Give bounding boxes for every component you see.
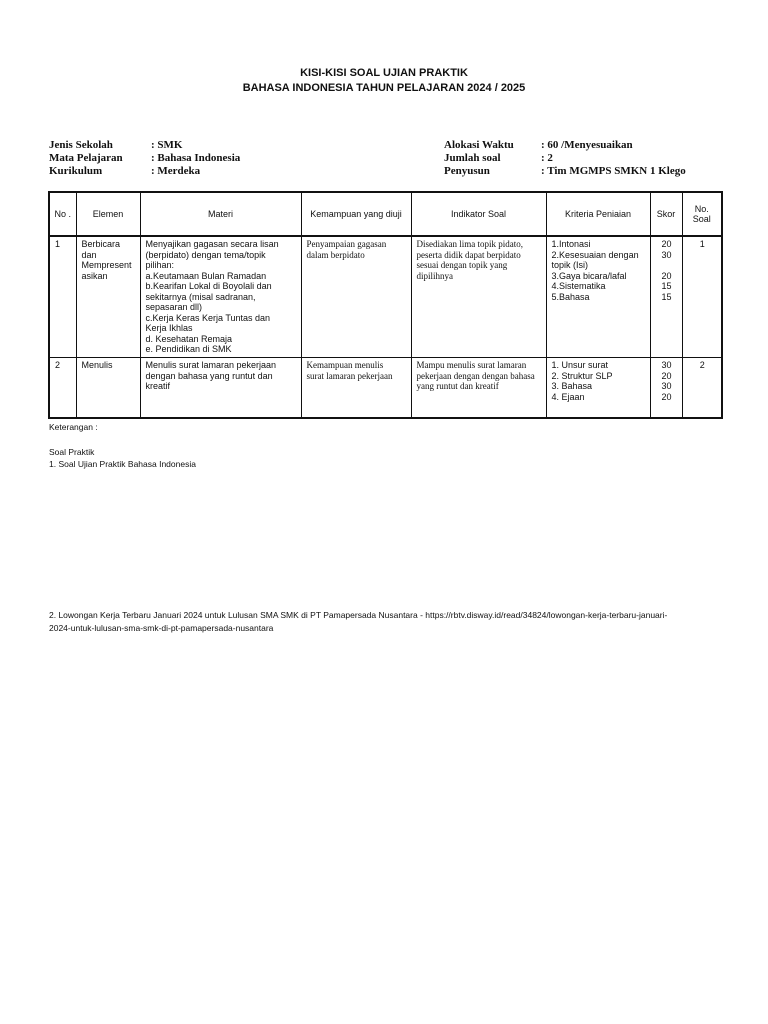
footer-reference <box>49 609 739 635</box>
indikator-line: Disediakan lima topik pidato, <box>416 239 523 249</box>
meta-label: Jenis Sekolah <box>49 139 113 151</box>
table-row <box>49 236 722 358</box>
indikator-line: Mampu menulis surat lamaran <box>416 360 527 370</box>
cell-no-soal: 2 <box>682 358 722 419</box>
skor-value: 20 <box>661 391 672 402</box>
meta-value: : SMK <box>151 139 183 151</box>
cell-no: 2 <box>49 358 76 419</box>
meta-right <box>444 139 686 178</box>
cell-materi <box>140 358 301 419</box>
kriteria-line: topik (Isi) <box>551 260 589 270</box>
meta-alokasi-waktu <box>444 139 686 152</box>
meta-label: Jumlah soal <box>444 152 501 164</box>
col-header-kriteria: Kriteria Peniaian <box>546 192 650 236</box>
kisi-kisi-table <box>48 191 723 419</box>
meta-value: : 60 /Menyesuaikan <box>541 139 633 151</box>
meta-jenis-sekolah <box>49 139 240 152</box>
materi-line: a.Keutamaan Bulan Ramadan <box>145 270 267 281</box>
kriteria-line: 2.Kesesuaian dengan <box>551 249 639 260</box>
indikator-line: sesuai dengan topik yang <box>416 260 508 270</box>
cell-kriteria <box>546 358 650 419</box>
col-header-indikator: Indikator Soal <box>411 192 546 236</box>
cell-materi <box>140 236 301 358</box>
cell-indikator <box>411 236 546 358</box>
materi-line: dengan bahasa yang runtut dan <box>145 370 273 381</box>
col-header-kemampuan: Kemampuan yang diuji <box>301 192 411 236</box>
skor-value: 15 <box>661 281 672 291</box>
skor-value: 15 <box>661 291 672 302</box>
kemampuan-line: Penyampaian gagasan <box>306 239 387 249</box>
meta-mata-pelajaran <box>49 152 240 165</box>
indikator-line: peserta didik dapat berpidato <box>416 249 521 260</box>
col-header-materi: Materi <box>140 192 301 236</box>
skor-value: 20 <box>661 239 672 249</box>
document-subtitle: BAHASA INDONESIA TAHUN PELAJARAN 2024 / 2025 <box>242 82 526 94</box>
materi-line: e. Pendidikan di SMK <box>145 344 232 354</box>
cell-kemampuan <box>301 358 411 419</box>
indikator-line: dipilihnya <box>416 270 453 281</box>
meta-left <box>49 139 240 178</box>
table-header-row <box>49 192 722 236</box>
meta-label: Mata Pelajaran <box>49 152 123 164</box>
materi-line: sepasaran dll) <box>145 302 203 312</box>
skor-value: 20 <box>661 270 672 281</box>
col-header-skor: Skor <box>650 192 682 236</box>
notes-section <box>49 421 196 470</box>
indikator-line: pekerjaan dengan dengan bahasa <box>416 370 535 381</box>
meta-value: : Tim MGMPS SMKN 1 Klego <box>541 165 686 177</box>
materi-line: Kerja Ikhlas <box>145 323 193 333</box>
materi-line: pilihan: <box>145 260 175 270</box>
keterangan-label: Keterangan : <box>49 422 98 432</box>
materi-line: Menyajikan gagasan secara lisan <box>145 239 279 249</box>
meta-kurikulum <box>49 165 240 178</box>
meta-penyusun <box>444 165 686 178</box>
kriteria-line: 1.Intonasi <box>551 239 591 249</box>
materi-line: (berpidato) dengan tema/topik <box>145 249 266 260</box>
materi-line: d. Kesehatan Remaja <box>145 333 233 344</box>
kriteria-line: 4.Sistematika <box>551 281 606 291</box>
kriteria-line: 5.Bahasa <box>551 291 590 302</box>
col-header-no: No . <box>49 192 76 236</box>
kriteria-line: 3. Bahasa <box>551 381 593 391</box>
meta-jumlah-soal <box>444 152 686 165</box>
skor-value: 30 <box>661 249 672 260</box>
skor-value: 30 <box>661 360 672 370</box>
meta-label: Kurikulum <box>49 165 103 177</box>
meta-value: : 2 <box>541 152 553 164</box>
cell-kriteria <box>546 236 650 358</box>
meta-value: : Merdeka <box>151 165 201 177</box>
materi-line: kreatif <box>145 381 171 391</box>
cell-kemampuan <box>301 236 411 358</box>
cell-elemen: Menulis <box>76 358 140 419</box>
kemampuan-line: dalam berpidato <box>306 249 365 260</box>
meta-label: Alokasi Waktu <box>444 139 514 151</box>
materi-line: c.Kerja Keras Kerja Tuntas dan <box>145 312 271 323</box>
materi-line: b.Kearifan Lokal di Boyolali dan <box>145 281 272 291</box>
footer-line: 2024-untuk-lulusan-sma-smk-di-pt-pamapersada-nusantara <box>49 623 274 633</box>
table-row <box>49 358 722 419</box>
kriteria-line: 3.Gaya bicara/lafal <box>551 270 627 281</box>
indikator-line: yang runtut dan kreatif <box>416 381 499 391</box>
cell-skor <box>650 358 682 419</box>
kriteria-line: 4. Ejaan <box>551 391 585 402</box>
meta-value: : Bahasa Indonesia <box>151 152 241 164</box>
cell-indikator <box>411 358 546 419</box>
materi-line: sekitarnya (misal sadranan, <box>145 291 256 302</box>
kemampuan-line: Kemampuan menulis <box>306 360 384 370</box>
cell-no: 1 <box>49 236 76 358</box>
materi-line: Menulis surat lamaran pekerjaan <box>145 360 277 370</box>
soal-praktik-label: Soal Praktik <box>49 447 95 457</box>
kriteria-line: 1. Unsur surat <box>551 360 609 370</box>
cell-no-soal: 1 <box>682 236 722 358</box>
soal-praktik-item: 1. Soal Ujian Praktik Bahasa Indonesia <box>49 459 196 469</box>
kemampuan-line: surat lamaran pekerjaan <box>306 370 393 381</box>
kriteria-line: 2. Struktur SLP <box>551 370 613 381</box>
skor-value <box>656 260 678 271</box>
skor-value: 20 <box>661 370 672 381</box>
meta-label: Penyusun <box>444 165 490 177</box>
col-header-no-soal: No. Soal <box>682 192 722 236</box>
col-header-elemen: Elemen <box>76 192 140 236</box>
footer-line: 2. Lowongan Kerja Terbaru Januari 2024 untuk Lulusan SMA SMK di PT Pamapersada Nusantara - https://rbtv.disway.id/read/34824/lowongan-kerja-terbaru-januari- <box>49 610 668 620</box>
skor-value: 30 <box>661 381 672 391</box>
cell-elemen: Berbicara dan Mempresent asikan <box>76 236 140 358</box>
cell-skor <box>650 236 682 358</box>
document-title: KISI-KISI SOAL UJIAN PRAKTIK <box>300 67 468 79</box>
